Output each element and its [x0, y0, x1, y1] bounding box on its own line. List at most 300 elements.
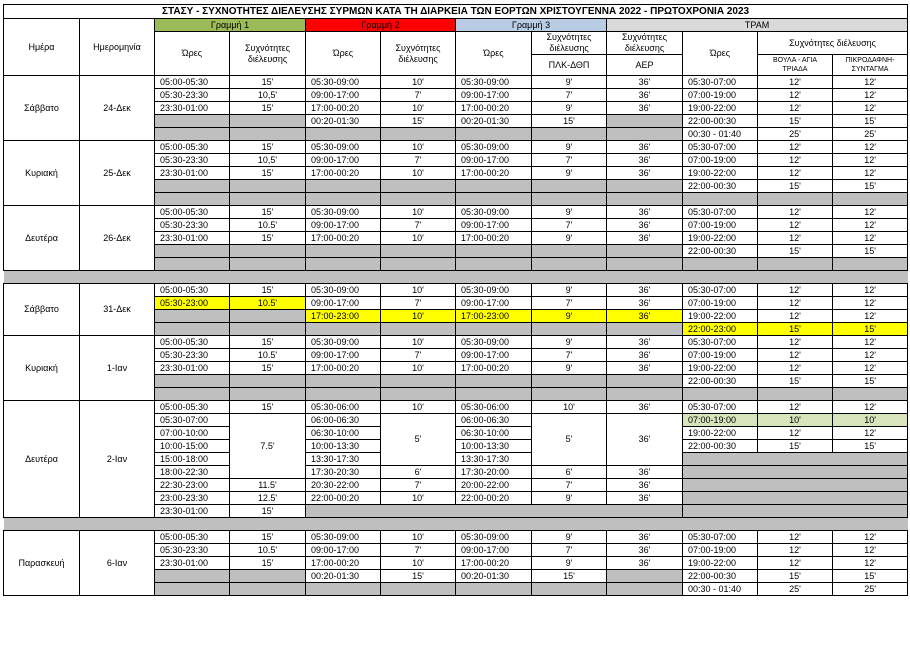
- day-date: 6-Ιαν: [80, 531, 155, 596]
- cell-tram-voula: 12': [758, 232, 833, 245]
- cell-tram-hours: 22:00-00:30: [683, 180, 758, 193]
- cell-l1-hours: [155, 388, 230, 401]
- cell-tram-voula: 12': [758, 167, 833, 180]
- cell-l2-hours: 17:30-20:30: [306, 466, 381, 479]
- cell-l1-freq: [230, 583, 306, 596]
- cell-l3-freq: 7': [532, 544, 607, 557]
- cell-tram-pikro: 15': [833, 440, 908, 453]
- cell-tram-hours: [683, 258, 758, 271]
- header-day: Ημέρα: [4, 19, 80, 76]
- cell-aer-freq: 36': [607, 167, 683, 180]
- header-l2-freq: Συχνότητες διέλευσης: [381, 32, 456, 76]
- cell-l3-hours: 17:00-23:00: [456, 310, 532, 323]
- cell-l3-hours: 22:00-00:20: [456, 492, 532, 505]
- cell-l3-hours: 20:00-22:00: [456, 479, 532, 492]
- cell-aer-freq: 36': [607, 336, 683, 349]
- cell-tram-hours: 22:00-00:30: [683, 375, 758, 388]
- cell-tram-hours: 19:00-22:00: [683, 362, 758, 375]
- cell-l3-freq: 6': [532, 466, 607, 479]
- cell-tram-hours: [683, 388, 758, 401]
- cell-l1-hours: 23:30-01:00: [155, 102, 230, 115]
- cell-l2-freq: 10': [381, 76, 456, 89]
- cell-tram-hours: 07:00-19:00: [683, 154, 758, 167]
- cell-l2-hours: 05:30-09:00: [306, 284, 381, 297]
- cell-l3-hours: 06:00-06:30: [456, 414, 532, 427]
- cell-l3-freq: [532, 180, 607, 193]
- cell-l2-freq: 10': [381, 336, 456, 349]
- header-l2-hours: Ώρες: [306, 32, 381, 76]
- cell-l2-hours: 06:30-10:00: [306, 427, 381, 440]
- cell-l2-hours: 09:00-17:00: [306, 297, 381, 310]
- cell-l3-freq: 5': [532, 414, 607, 466]
- cell-l2-freq: 15': [381, 115, 456, 128]
- cell-tram-pikro: 15': [833, 323, 908, 336]
- cell-aer-freq: 36': [607, 89, 683, 102]
- cell-l2-freq: 7': [381, 154, 456, 167]
- cell-l3-hours: 09:00-17:00: [456, 219, 532, 232]
- cell-tram-hours: 19:00-22:00: [683, 102, 758, 115]
- cell-l3-hours: 10:00-13:30: [456, 440, 532, 453]
- cell-l2-hours: 17:00-00:20: [306, 232, 381, 245]
- group-line-3: Γραμμή 3: [456, 19, 607, 32]
- cell-l2-freq: 10': [381, 310, 456, 323]
- cell-l2-freq: 10': [381, 531, 456, 544]
- cell-tram-voula: 12': [758, 310, 833, 323]
- cell-aer-freq: [607, 375, 683, 388]
- cell-l3-freq: 15': [532, 115, 607, 128]
- cell-aer-freq: 36': [607, 544, 683, 557]
- cell-l3-freq: 7': [532, 219, 607, 232]
- cell-l2-hours: 05:30-09:00: [306, 76, 381, 89]
- cell-l2-freq: 7': [381, 89, 456, 102]
- cell-tram-voula: 12': [758, 544, 833, 557]
- cell-tram-pikro: 12': [833, 297, 908, 310]
- cell-l2-hours: 13:30-17:30: [306, 453, 381, 466]
- cell-l2-hours: [306, 258, 381, 271]
- cell-l2-hours: [306, 128, 381, 141]
- cell-tram-voula: 12': [758, 297, 833, 310]
- cell-l3-hours: 05:30-06:00: [456, 401, 532, 414]
- cell-aer-freq: 36': [607, 297, 683, 310]
- cell-l1-freq: [230, 193, 306, 206]
- cell-aer-freq: 36': [607, 531, 683, 544]
- cell-l1-hours: 05:30-23:00: [155, 297, 230, 310]
- cell-l3-freq: [532, 128, 607, 141]
- cell-aer-freq: 36': [607, 349, 683, 362]
- cell-tram-voula: 10': [758, 414, 833, 427]
- cell-l3-hours: 06:30-10:00: [456, 427, 532, 440]
- cell-tram-voula: 15': [758, 245, 833, 258]
- cell-tram-hours: 22:00-00:30: [683, 440, 758, 453]
- day-date: 2-Ιαν: [80, 401, 155, 518]
- cell-empty: [306, 505, 683, 518]
- cell-l1-hours: 05:30-23:30: [155, 89, 230, 102]
- cell-tram-pikro: 12': [833, 349, 908, 362]
- cell-tram-hours: 00:30 - 01:40: [683, 128, 758, 141]
- cell-empty: [683, 479, 908, 492]
- cell-aer-freq: 36': [607, 310, 683, 323]
- cell-l3-freq: 7': [532, 349, 607, 362]
- cell-l3-hours: 17:00-00:20: [456, 232, 532, 245]
- cell-l2-freq: [381, 180, 456, 193]
- cell-aer-freq: 36': [607, 76, 683, 89]
- cell-tram-hours: 07:00-19:00: [683, 89, 758, 102]
- cell-l2-hours: 09:00-17:00: [306, 154, 381, 167]
- cell-l2-freq: [381, 245, 456, 258]
- cell-l3-freq: 9': [532, 102, 607, 115]
- cell-l1-hours: 07:00-10:00: [155, 427, 230, 440]
- group-line-1: Γραμμή 1: [155, 19, 306, 32]
- cell-tram-voula: 12': [758, 427, 833, 440]
- cell-l1-hours: 23:00-23:30: [155, 492, 230, 505]
- cell-tram-voula: 25': [758, 583, 833, 596]
- cell-tram-hours: 07:00-19:00: [683, 414, 758, 427]
- day-name: Παρασκευή: [4, 531, 80, 596]
- table-row: [4, 206, 908, 219]
- cell-l1-hours: [155, 310, 230, 323]
- cell-tram-pikro: 12': [833, 141, 908, 154]
- cell-tram-pikro: 25': [833, 583, 908, 596]
- cell-tram-voula: [758, 258, 833, 271]
- cell-l1-freq: 15': [230, 206, 306, 219]
- cell-l1-hours: 23:30-01:00: [155, 362, 230, 375]
- cell-l3-freq: [532, 245, 607, 258]
- cell-empty: [683, 453, 908, 466]
- cell-l3-hours: [456, 323, 532, 336]
- cell-tram-voula: 12': [758, 531, 833, 544]
- cell-tram-pikro: 12': [833, 336, 908, 349]
- cell-l3-freq: 9': [532, 310, 607, 323]
- cell-l1-hours: 05:30-23:30: [155, 349, 230, 362]
- cell-tram-hours: 07:00-19:00: [683, 219, 758, 232]
- cell-tram-hours: [683, 193, 758, 206]
- cell-l3-freq: [532, 193, 607, 206]
- cell-l3-freq: 7': [532, 479, 607, 492]
- group-tram: ΤΡΑΜ: [607, 19, 908, 32]
- cell-aer-freq: 36': [607, 232, 683, 245]
- cell-tram-hours: 05:30-07:00: [683, 284, 758, 297]
- cell-l1-hours: 05:00-05:30: [155, 401, 230, 414]
- cell-tram-voula: 12': [758, 219, 833, 232]
- cell-l3-hours: [456, 128, 532, 141]
- cell-l1-freq: [230, 570, 306, 583]
- cell-l3-freq: 10': [532, 401, 607, 414]
- day-name: Σάββατο: [4, 76, 80, 141]
- cell-aer-freq: 36': [607, 492, 683, 505]
- cell-aer-freq: 36': [607, 154, 683, 167]
- cell-l1-freq: 10.5': [230, 349, 306, 362]
- cell-l1-hours: [155, 245, 230, 258]
- cell-l1-hours: 05:30-23:30: [155, 219, 230, 232]
- cell-l3-freq: [532, 323, 607, 336]
- cell-l1-freq: 10,5': [230, 154, 306, 167]
- cell-l3-freq: 15': [532, 570, 607, 583]
- cell-l1-freq: [230, 310, 306, 323]
- day-date: 31-Δεκ: [80, 284, 155, 336]
- cell-tram-voula: 25': [758, 128, 833, 141]
- cell-tram-pikro: 15': [833, 375, 908, 388]
- cell-l3-freq: 9': [532, 492, 607, 505]
- header-l3-hours: Ώρες: [456, 32, 532, 76]
- cell-l1-freq: [230, 245, 306, 258]
- cell-tram-voula: 12': [758, 284, 833, 297]
- header-pld: ΠΛΚ-ΔΘΠ: [532, 55, 607, 76]
- header-l1-hours: Ώρες: [155, 32, 230, 76]
- cell-l2-freq: 15': [381, 570, 456, 583]
- header-date: Ημερομηνία: [80, 19, 155, 76]
- cell-l3-hours: [456, 180, 532, 193]
- cell-tram-pikro: 12': [833, 89, 908, 102]
- cell-l1-freq: 10.5': [230, 297, 306, 310]
- cell-l3-freq: [532, 258, 607, 271]
- table-row: [4, 141, 908, 154]
- cell-tram-pikro: 12': [833, 310, 908, 323]
- cell-l2-hours: 00:20-01:30: [306, 570, 381, 583]
- cell-l3-freq: 7': [532, 89, 607, 102]
- cell-l3-hours: 05:30-09:00: [456, 206, 532, 219]
- cell-l1-hours: [155, 323, 230, 336]
- cell-l2-hours: 17:00-00:20: [306, 102, 381, 115]
- schedule-document: [3, 4, 908, 596]
- header-voula: ΒΟΥΛΑ - ΑΓΙΑ ΤΡΙΑΔΑ: [758, 55, 833, 76]
- cell-tram-voula: 12': [758, 141, 833, 154]
- cell-tram-voula: 12': [758, 349, 833, 362]
- cell-l2-hours: 09:00-17:00: [306, 349, 381, 362]
- cell-l1-freq: 15': [230, 362, 306, 375]
- cell-l2-freq: 10': [381, 492, 456, 505]
- cell-aer-freq: 36': [607, 284, 683, 297]
- cell-aer-freq: 36': [607, 557, 683, 570]
- cell-tram-voula: 12': [758, 102, 833, 115]
- cell-tram-pikro: 12': [833, 102, 908, 115]
- day-name: Δευτέρα: [4, 401, 80, 518]
- cell-l3-hours: [456, 583, 532, 596]
- cell-l1-hours: 05:00-05:30: [155, 206, 230, 219]
- cell-l3-freq: [532, 388, 607, 401]
- cell-aer-freq: 36': [607, 362, 683, 375]
- cell-l1-freq: [230, 375, 306, 388]
- cell-l1-freq: 10,5': [230, 89, 306, 102]
- cell-l2-hours: 17:00-00:20: [306, 557, 381, 570]
- cell-l1-freq: [230, 115, 306, 128]
- group-line-2: Γραμμή 2: [306, 19, 456, 32]
- cell-l3-hours: [456, 388, 532, 401]
- cell-tram-hours: 07:00-19:00: [683, 349, 758, 362]
- cell-aer-freq: 36': [607, 219, 683, 232]
- day-name: Κυριακή: [4, 141, 80, 206]
- day-date: 26-Δεκ: [80, 206, 155, 271]
- cell-l1-freq: [230, 388, 306, 401]
- cell-l2-hours: 09:00-17:00: [306, 219, 381, 232]
- cell-l2-hours: 05:30-09:00: [306, 531, 381, 544]
- cell-l2-hours: 17:00-00:20: [306, 167, 381, 180]
- cell-l3-hours: 13:30-17:30: [456, 453, 532, 466]
- cell-l2-freq: 10': [381, 362, 456, 375]
- cell-aer-freq: [607, 193, 683, 206]
- cell-tram-pikro: 12': [833, 232, 908, 245]
- cell-l3-freq: 9': [532, 76, 607, 89]
- cell-l1-freq: 15': [230, 284, 306, 297]
- cell-l2-hours: 22:00-00:20: [306, 492, 381, 505]
- cell-tram-pikro: [833, 258, 908, 271]
- cell-empty: [683, 466, 908, 479]
- cell-l3-hours: 00:20-01:30: [456, 115, 532, 128]
- cell-l1-hours: [155, 115, 230, 128]
- separator: [4, 271, 908, 284]
- header-l1-freq: Συχνότητες διέλευσης: [230, 32, 306, 76]
- cell-l2-freq: [381, 388, 456, 401]
- cell-tram-pikro: 12': [833, 154, 908, 167]
- cell-l2-freq: 7': [381, 219, 456, 232]
- cell-aer-freq: [607, 258, 683, 271]
- cell-tram-hours: 00:30 - 01:40: [683, 583, 758, 596]
- cell-tram-pikro: 25': [833, 128, 908, 141]
- cell-l3-freq: [532, 583, 607, 596]
- cell-tram-pikro: 12': [833, 531, 908, 544]
- header-l3-freq: Συχνότητες διέλευσης: [532, 32, 607, 55]
- cell-l1-freq: 15': [230, 102, 306, 115]
- cell-l3-hours: 09:00-17:00: [456, 154, 532, 167]
- cell-tram-pikro: 12': [833, 401, 908, 414]
- cell-tram-hours: 05:30-07:00: [683, 531, 758, 544]
- cell-l2-hours: 05:30-09:00: [306, 141, 381, 154]
- cell-l2-hours: [306, 583, 381, 596]
- cell-l3-hours: 05:30-09:00: [456, 141, 532, 154]
- cell-aer-freq: [607, 128, 683, 141]
- cell-tram-pikro: 12': [833, 219, 908, 232]
- header-tram-hours: Ώρες: [683, 32, 758, 76]
- cell-tram-hours: 22:00-00:30: [683, 245, 758, 258]
- cell-tram-voula: 12': [758, 154, 833, 167]
- cell-tram-pikro: 12': [833, 362, 908, 375]
- cell-l3-hours: 05:30-09:00: [456, 336, 532, 349]
- cell-l3-hours: 17:00-00:20: [456, 167, 532, 180]
- cell-l3-hours: [456, 375, 532, 388]
- cell-l3-freq: 9': [532, 206, 607, 219]
- cell-l2-freq: 10': [381, 557, 456, 570]
- separator: [4, 518, 908, 531]
- separator-row: [4, 518, 908, 531]
- cell-l2-hours: 05:30-09:00: [306, 206, 381, 219]
- cell-tram-pikro: 10': [833, 414, 908, 427]
- cell-aer-freq: [607, 115, 683, 128]
- cell-l3-hours: 17:00-00:20: [456, 102, 532, 115]
- cell-tram-pikro: 15': [833, 245, 908, 258]
- cell-l3-hours: 09:00-17:00: [456, 544, 532, 557]
- cell-tram-hours: 22:00-00:30: [683, 570, 758, 583]
- cell-tram-hours: 19:00-22:00: [683, 167, 758, 180]
- cell-l2-freq: 6': [381, 466, 456, 479]
- cell-l3-freq: 9': [532, 232, 607, 245]
- cell-tram-hours: 05:30-07:00: [683, 206, 758, 219]
- cell-l2-freq: 10': [381, 284, 456, 297]
- day-name: Δευτέρα: [4, 206, 80, 271]
- cell-tram-voula: 15': [758, 180, 833, 193]
- cell-l2-hours: 10:00-13:30: [306, 440, 381, 453]
- cell-tram-hours: 05:30-07:00: [683, 336, 758, 349]
- cell-l3-hours: [456, 245, 532, 258]
- cell-tram-pikro: 15': [833, 115, 908, 128]
- cell-l1-freq: 15': [230, 232, 306, 245]
- cell-tram-pikro: 12': [833, 544, 908, 557]
- cell-l1-freq: 12.5': [230, 492, 306, 505]
- cell-l3-hours: 09:00-17:00: [456, 297, 532, 310]
- day-name: Κυριακή: [4, 336, 80, 401]
- cell-tram-hours: 07:00-19:00: [683, 544, 758, 557]
- cell-aer-freq: [607, 180, 683, 193]
- cell-l2-freq: 10': [381, 141, 456, 154]
- cell-l2-hours: [306, 375, 381, 388]
- table-row: [4, 336, 908, 349]
- cell-tram-pikro: [833, 388, 908, 401]
- cell-l1-freq: [230, 323, 306, 336]
- cell-l2-freq: [381, 323, 456, 336]
- cell-l1-hours: 23:30-01:00: [155, 557, 230, 570]
- cell-tram-voula: 12': [758, 76, 833, 89]
- cell-l1-hours: 18:00-22:30: [155, 466, 230, 479]
- cell-l3-freq: 9': [532, 167, 607, 180]
- cell-l1-freq: 15': [230, 167, 306, 180]
- day-date: 25-Δεκ: [80, 141, 155, 206]
- cell-l2-freq: [381, 583, 456, 596]
- cell-l3-freq: 9': [532, 284, 607, 297]
- cell-l3-freq: 9': [532, 141, 607, 154]
- header-aer: ΑΕΡ: [607, 55, 683, 76]
- cell-tram-voula: 12': [758, 206, 833, 219]
- cell-l2-hours: 05:30-09:00: [306, 336, 381, 349]
- cell-l1-freq: 7.5': [230, 414, 306, 479]
- cell-l2-hours: [306, 323, 381, 336]
- cell-l2-freq: 10': [381, 206, 456, 219]
- document-title: ΣΤΑΣΥ - ΣΥΧΝΟΤΗΤΕΣ ΔΙΕΛΕΥΣΗΣ ΣΥΡΜΩΝ ΚΑΤΑ ΤΗ ΔΙΑΡΚΕΙΑ ΤΩΝ ΕΟΡΤΩΝ ΧΡΙΣΤΟΥΓΕΝΝΑ 2022 - ΠΡΩΤΟΧΡΟΝΙΑ 2023: [4, 5, 908, 19]
- cell-aer-freq: 36': [607, 102, 683, 115]
- cell-l2-freq: 10': [381, 232, 456, 245]
- cell-tram-voula: 12': [758, 336, 833, 349]
- cell-l3-hours: [456, 258, 532, 271]
- cell-aer-freq: [607, 323, 683, 336]
- cell-aer-freq: 36': [607, 414, 683, 466]
- cell-l1-hours: 05:00-05:30: [155, 76, 230, 89]
- cell-l2-freq: 7': [381, 479, 456, 492]
- cell-l1-freq: 15': [230, 531, 306, 544]
- cell-tram-voula: 12': [758, 89, 833, 102]
- cell-l1-hours: 23:30-01:00: [155, 167, 230, 180]
- cell-l3-hours: 05:30-09:00: [456, 284, 532, 297]
- cell-tram-pikro: 12': [833, 206, 908, 219]
- cell-aer-freq: 36': [607, 466, 683, 479]
- cell-l1-freq: 15': [230, 557, 306, 570]
- cell-l1-hours: 05:30-07:00: [155, 414, 230, 427]
- cell-l1-freq: 15': [230, 141, 306, 154]
- cell-aer-freq: 36': [607, 479, 683, 492]
- cell-tram-hours: 19:00-22:00: [683, 232, 758, 245]
- cell-l3-hours: 09:00-17:00: [456, 349, 532, 362]
- cell-l1-hours: 05:00-05:30: [155, 336, 230, 349]
- cell-l1-hours: 05:00-05:30: [155, 284, 230, 297]
- cell-tram-hours: 05:30-07:00: [683, 141, 758, 154]
- cell-tram-voula: [758, 193, 833, 206]
- cell-tram-hours: 07:00-19:00: [683, 297, 758, 310]
- cell-l1-freq: 11.5': [230, 479, 306, 492]
- cell-l3-freq: 7': [532, 154, 607, 167]
- cell-l1-hours: [155, 583, 230, 596]
- cell-aer-freq: [607, 245, 683, 258]
- cell-tram-voula: 15': [758, 570, 833, 583]
- cell-tram-hours: 22:00-00:30: [683, 115, 758, 128]
- cell-l1-freq: 15': [230, 505, 306, 518]
- cell-l2-hours: 06:00-06:30: [306, 414, 381, 427]
- cell-l3-hours: 09:00-17:00: [456, 89, 532, 102]
